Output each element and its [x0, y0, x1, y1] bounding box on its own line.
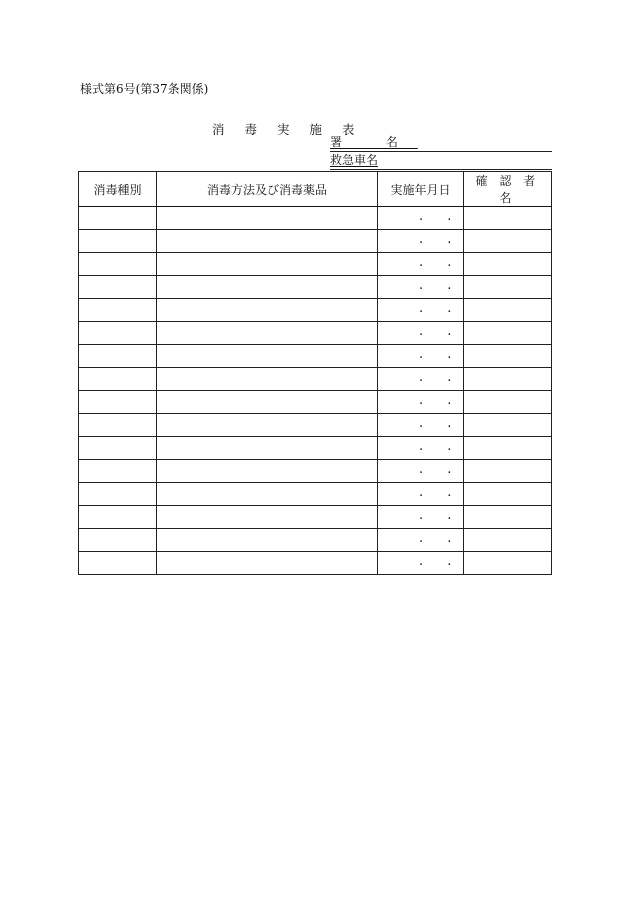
- table-row: [79, 437, 552, 460]
- cell-implementation-date[interactable]: [378, 552, 464, 575]
- cell-method-and-agent[interactable]: [157, 299, 378, 322]
- date-separator-dots: . .: [419, 485, 462, 500]
- cell-method-and-agent[interactable]: [157, 460, 378, 483]
- cell-disinfection-type[interactable]: [79, 414, 157, 437]
- cell-disinfection-type[interactable]: [79, 391, 157, 414]
- table-row: [79, 391, 552, 414]
- cell-disinfection-type[interactable]: [79, 276, 157, 299]
- date-separator-dots: . .: [419, 209, 462, 224]
- cell-implementation-date[interactable]: [378, 368, 464, 391]
- cell-method-and-agent[interactable]: [157, 230, 378, 253]
- cell-confirmer-name[interactable]: [464, 253, 552, 276]
- cell-implementation-date[interactable]: [378, 460, 464, 483]
- cell-method-and-agent[interactable]: [157, 207, 378, 230]
- date-separator-dots: . .: [419, 554, 462, 569]
- date-separator-dots: . .: [419, 255, 462, 270]
- cell-disinfection-type[interactable]: [79, 345, 157, 368]
- table-header-row: [79, 172, 552, 207]
- cell-confirmer-name[interactable]: [464, 414, 552, 437]
- table-row: [79, 322, 552, 345]
- cell-method-and-agent[interactable]: [157, 506, 378, 529]
- cell-implementation-date[interactable]: [378, 276, 464, 299]
- cell-disinfection-type[interactable]: [79, 506, 157, 529]
- cell-implementation-date[interactable]: [378, 230, 464, 253]
- date-separator-dots: . .: [419, 462, 462, 477]
- cell-implementation-date[interactable]: [378, 207, 464, 230]
- cell-implementation-date[interactable]: [378, 483, 464, 506]
- cell-confirmer-name[interactable]: [464, 460, 552, 483]
- cell-method-and-agent[interactable]: [157, 253, 378, 276]
- cell-method-and-agent[interactable]: [157, 391, 378, 414]
- cell-confirmer-name[interactable]: [464, 276, 552, 299]
- cell-method-and-agent[interactable]: [157, 368, 378, 391]
- cell-confirmer-name[interactable]: [464, 230, 552, 253]
- cell-method-and-agent[interactable]: [157, 437, 378, 460]
- table-row: [79, 460, 552, 483]
- header-method-and-agent: 消毒方法及び消毒薬品: [157, 172, 378, 207]
- cell-confirmer-name[interactable]: [464, 345, 552, 368]
- cell-confirmer-name[interactable]: [464, 322, 552, 345]
- document-title: 消 毒 実 施 表: [212, 122, 363, 137]
- cell-disinfection-type[interactable]: [79, 552, 157, 575]
- cell-confirmer-name[interactable]: [464, 437, 552, 460]
- cell-confirmer-name[interactable]: [464, 368, 552, 391]
- cell-method-and-agent[interactable]: [157, 529, 378, 552]
- date-separator-dots: . .: [419, 439, 462, 454]
- date-separator-dots: . .: [419, 393, 462, 408]
- form-number: 様式第6号(第37条関係): [80, 82, 209, 96]
- cell-confirmer-name[interactable]: [464, 391, 552, 414]
- ambulance-name-label: 救急車名: [330, 153, 379, 167]
- date-separator-dots: . .: [419, 508, 462, 523]
- station-name-label: 署 名: [330, 135, 418, 149]
- cell-disinfection-type[interactable]: [79, 230, 157, 253]
- cell-confirmer-name[interactable]: [464, 299, 552, 322]
- cell-disinfection-type[interactable]: [79, 529, 157, 552]
- cell-implementation-date[interactable]: [378, 322, 464, 345]
- table-row: [79, 414, 552, 437]
- table-row: [79, 299, 552, 322]
- date-separator-dots: . .: [419, 370, 462, 385]
- table-row: [79, 230, 552, 253]
- cell-implementation-date[interactable]: [378, 437, 464, 460]
- cell-confirmer-name[interactable]: [464, 483, 552, 506]
- disinfection-log-table: [78, 171, 552, 575]
- cell-method-and-agent[interactable]: [157, 414, 378, 437]
- cell-disinfection-type[interactable]: [79, 368, 157, 391]
- cell-disinfection-type[interactable]: [79, 483, 157, 506]
- date-separator-dots: . .: [419, 324, 462, 339]
- header-disinfection-type: 消毒種別: [79, 172, 157, 207]
- cell-implementation-date[interactable]: [378, 529, 464, 552]
- cell-method-and-agent[interactable]: [157, 276, 378, 299]
- cell-disinfection-type[interactable]: [79, 253, 157, 276]
- header-implementation-date: 実施年月日: [378, 172, 464, 207]
- table-row: [79, 345, 552, 368]
- cell-disinfection-type[interactable]: [79, 207, 157, 230]
- cell-method-and-agent[interactable]: [157, 345, 378, 368]
- cell-implementation-date[interactable]: [378, 414, 464, 437]
- cell-implementation-date[interactable]: [378, 253, 464, 276]
- cell-method-and-agent[interactable]: [157, 552, 378, 575]
- cell-implementation-date[interactable]: [378, 299, 464, 322]
- cell-disinfection-type[interactable]: [79, 299, 157, 322]
- table-row: [79, 483, 552, 506]
- date-separator-dots: . .: [419, 531, 462, 546]
- table-row: [79, 552, 552, 575]
- cell-disinfection-type[interactable]: [79, 437, 157, 460]
- cell-disinfection-type[interactable]: [79, 460, 157, 483]
- station-name-field[interactable]: [330, 136, 552, 152]
- ambulance-name-field[interactable]: [330, 154, 552, 170]
- table-row: [79, 207, 552, 230]
- date-separator-dots: . .: [419, 278, 462, 293]
- date-separator-dots: . .: [419, 347, 462, 362]
- cell-confirmer-name[interactable]: [464, 552, 552, 575]
- table-body: [79, 207, 552, 575]
- date-separator-dots: . .: [419, 416, 462, 431]
- cell-method-and-agent[interactable]: [157, 322, 378, 345]
- table-row: [79, 276, 552, 299]
- cell-method-and-agent[interactable]: [157, 483, 378, 506]
- cell-disinfection-type[interactable]: [79, 322, 157, 345]
- table-row: [79, 529, 552, 552]
- table-row: [79, 253, 552, 276]
- cell-confirmer-name[interactable]: [464, 529, 552, 552]
- date-separator-dots: . .: [419, 301, 462, 316]
- cell-confirmer-name[interactable]: [464, 506, 552, 529]
- header-confirmer-name: 確 認 者 名: [464, 172, 552, 207]
- cell-implementation-date[interactable]: [378, 506, 464, 529]
- cell-implementation-date[interactable]: [378, 345, 464, 368]
- cell-implementation-date[interactable]: [378, 391, 464, 414]
- date-separator-dots: . .: [419, 232, 462, 247]
- table-row: [79, 506, 552, 529]
- table-row: [79, 368, 552, 391]
- cell-confirmer-name[interactable]: [464, 207, 552, 230]
